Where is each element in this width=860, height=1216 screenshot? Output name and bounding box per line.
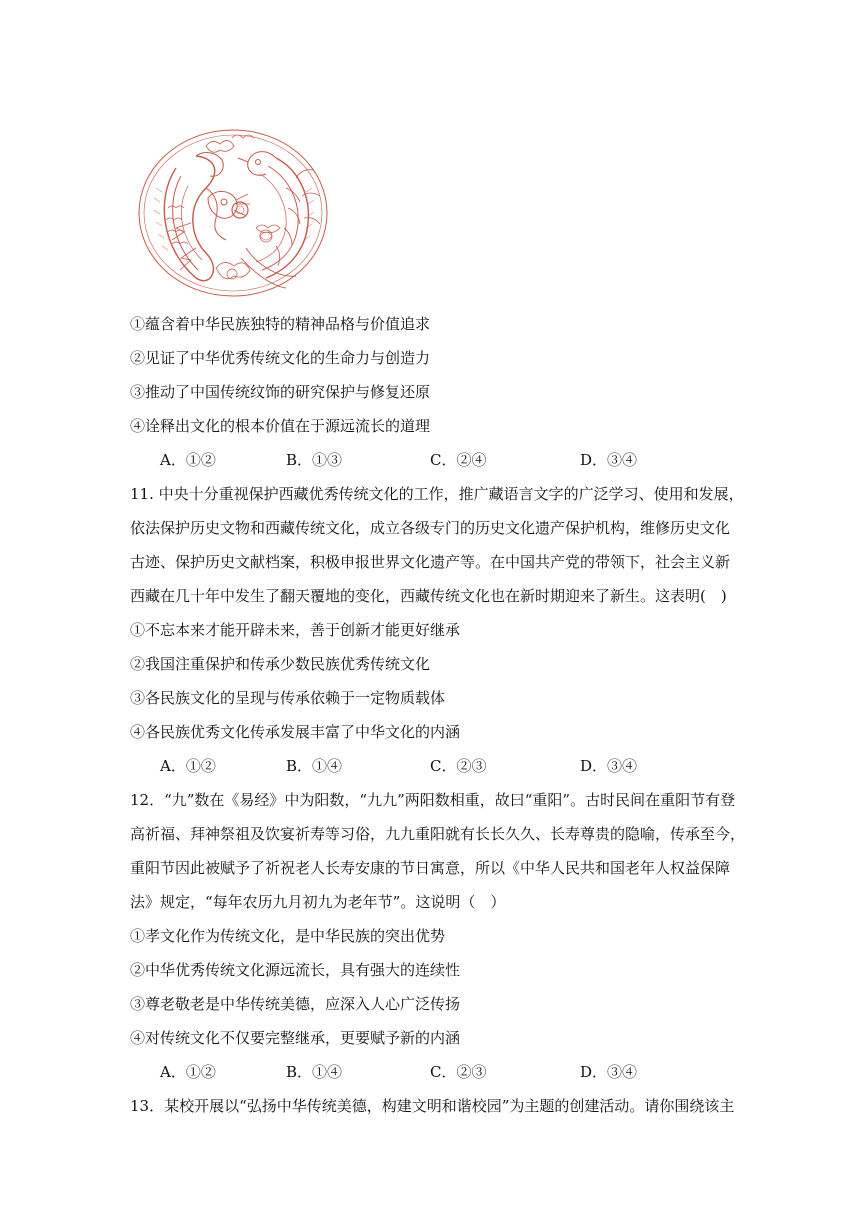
dragon-phoenix-medallion	[136, 128, 330, 298]
q11-choice-d[interactable]: D．③④	[580, 757, 638, 775]
q11-option-3: ③各民族文化的呈现与传承依赖于一定物质载体	[130, 689, 446, 707]
q11-stem-line-2: 依法保护历史文物和西藏传统文化，成立各级专门的历史文化遗产保护机构，维修历史文化	[130, 519, 731, 537]
q11-stem-line-3: 古迹、保护历史文献档案，积极申报世界文化遗产等。在中国共产党的带领下，社会主义新	[130, 553, 731, 571]
q10-choice-a[interactable]: A．①②	[160, 451, 216, 469]
q11-choice-b[interactable]: B．①④	[286, 757, 343, 775]
q10-option-2: ②见证了中华优秀传统文化的生命力与创造力	[130, 349, 431, 367]
q11-option-1: ①不忘本来才能开辟未来，善于创新才能更好继承	[130, 621, 461, 639]
q10-answer-choices	[160, 450, 680, 470]
q10-choice-c[interactable]: C．②④	[430, 451, 487, 469]
q12-choice-c[interactable]: C．②③	[430, 1063, 487, 1081]
q11-choice-a[interactable]: A．①②	[160, 757, 216, 775]
q12-choice-a[interactable]: A．①②	[160, 1063, 216, 1081]
q10-option-4: ④诠释出文化的根本价值在于源远流长的道理	[130, 417, 431, 435]
q12-option-4: ④对传统文化不仅要完整继承，更要赋予新的内涵	[130, 1029, 461, 1047]
q12-option-3: ③尊老敬老是中华传统美德，应深入人心广泛传扬	[130, 995, 461, 1013]
q11-stem-line-1: 11. 中央十分重视保护西藏优秀传统文化的工作，推广藏语言文字的广泛学习、使用和发展，	[130, 485, 744, 503]
q10-choice-b[interactable]: B．①③	[286, 451, 343, 469]
q11-answer-choices	[160, 756, 680, 776]
q11-choice-c[interactable]: C．②③	[430, 757, 487, 775]
q13-stem-line-1: 13．某校开展以“弘扬中华传统美德，构建文明和谐校园”为主题的创建活动。请你围绕该主	[130, 1097, 735, 1115]
q10-option-1: ①蕴含着中华民族独特的精神品格与价值追求	[130, 315, 431, 333]
q12-choice-d[interactable]: D．③④	[580, 1063, 638, 1081]
q12-option-1: ①孝文化作为传统文化，是中华民族的突出优势	[130, 927, 446, 945]
q12-stem-line-1: 12．“九”数在《易经》中为阳数，“九九”两阳数相重，故曰“重阳”。古时民间在重阳节有登	[130, 791, 736, 809]
q12-option-2: ②中华优秀传统文化源远流长，具有强大的连续性	[130, 961, 461, 979]
q11-option-2: ②我国注重保护和传承少数民族优秀传统文化	[130, 655, 431, 673]
q12-stem-line-4: 法》规定，“每年农历九月初九为老年节”。这说明（ ）	[130, 893, 506, 911]
q10-option-3: ③推动了中国传统纹饰的研究保护与修复还原	[130, 383, 431, 401]
q11-stem-line-4: 西藏在几十年中发生了翻天覆地的变化，西藏传统文化也在新时期迎来了新生。这表明( )	[130, 587, 727, 605]
q12-choice-b[interactable]: B．①④	[286, 1063, 343, 1081]
q12-answer-choices	[160, 1062, 680, 1082]
q10-choice-d[interactable]: D．③④	[580, 451, 638, 469]
q12-stem-line-2: 高祈福、拜神祭祖及饮宴祈寿等习俗，九九重阳就有长长久久、长寿尊贵的隐喻，传承至今，	[130, 825, 746, 843]
q12-stem-line-3: 重阳节因此被赋予了祈祝老人长寿安康的节日寓意，所以《中华人民共和国老年人权益保障	[130, 859, 731, 877]
q11-option-4: ④各民族优秀文化传承发展丰富了中华文化的内涵	[130, 723, 461, 741]
